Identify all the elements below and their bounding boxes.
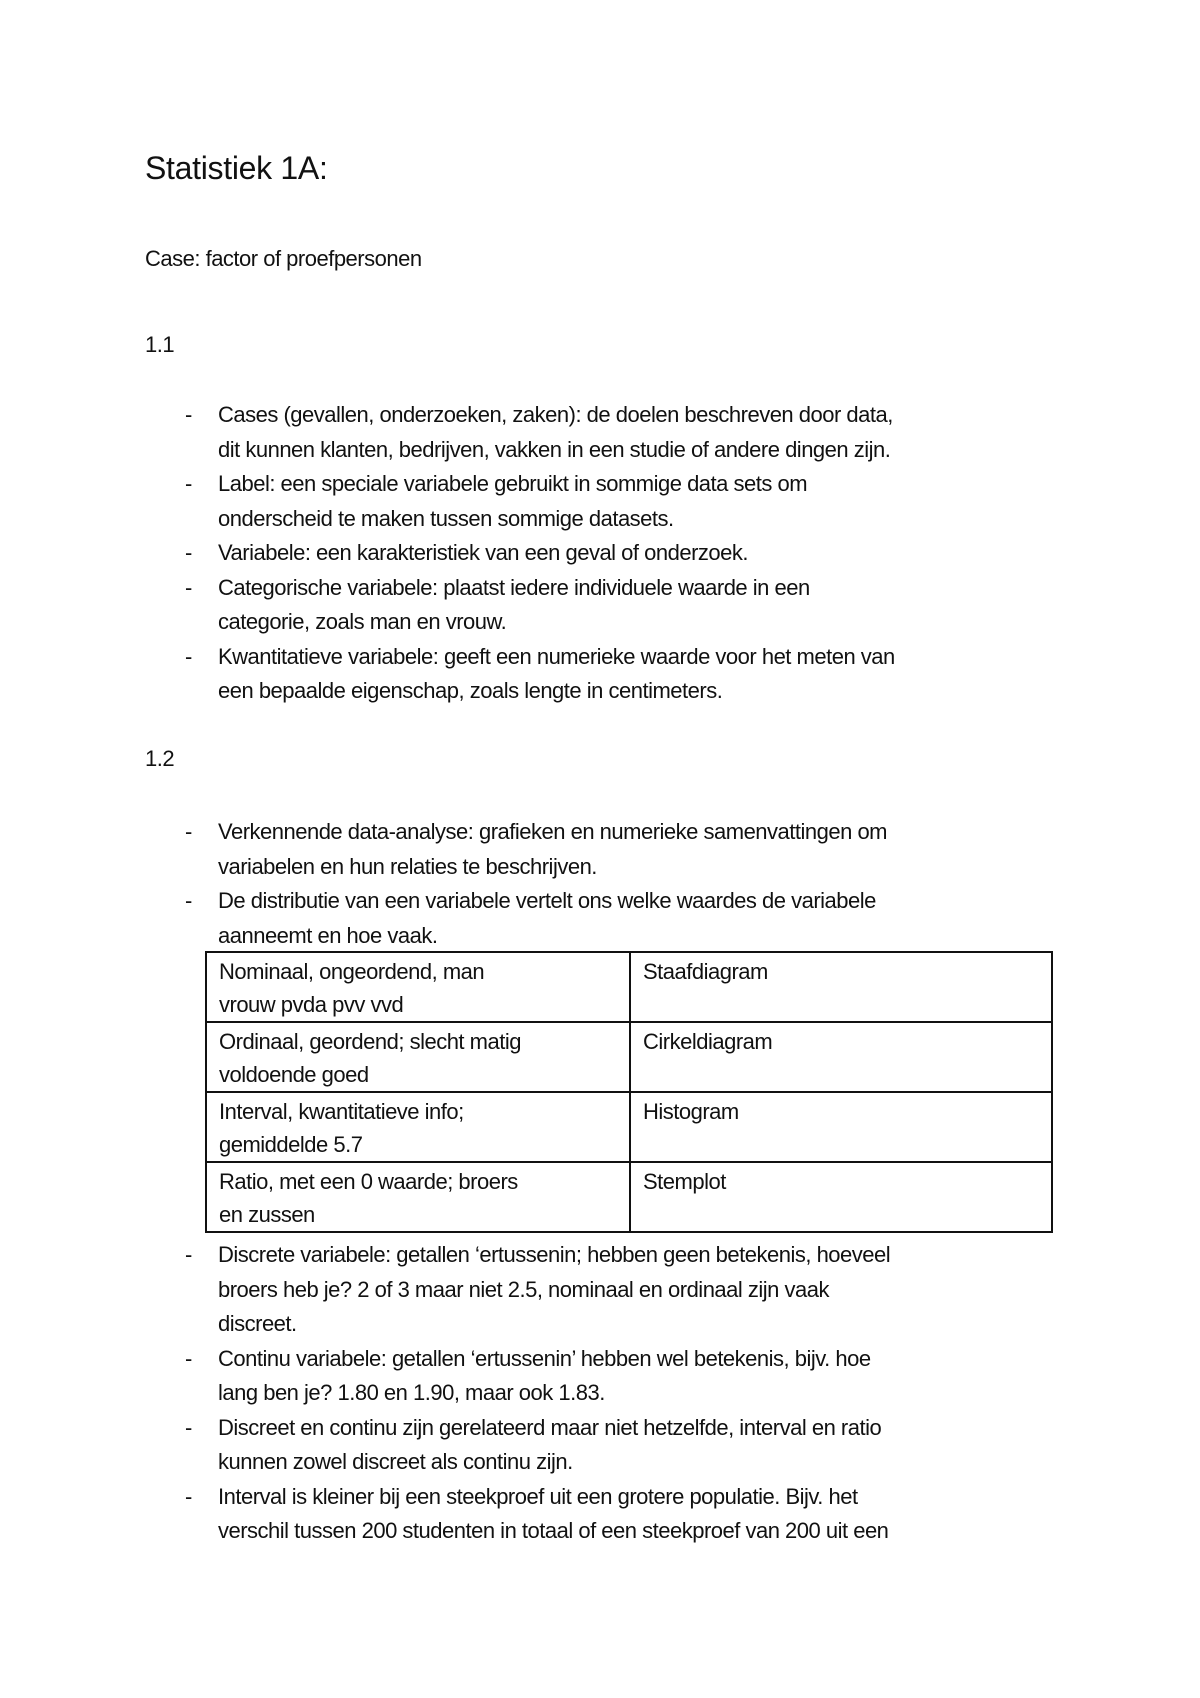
level-line: Ordinaal, geordend; slecht matig xyxy=(219,1029,521,1054)
section-heading-1-1: 1.1 xyxy=(145,332,175,357)
level-line: Interval, kwantitatieve info; xyxy=(219,1099,464,1124)
section-heading-1-2: 1.2 xyxy=(145,746,175,771)
bullet-line: Interval is kleiner bij een steekproef uit een grotere populatie. Bijv. het xyxy=(218,1483,858,1509)
level-line: Ratio, met een 0 waarde; broers xyxy=(219,1169,518,1194)
bullet-dash: - xyxy=(185,1345,192,1371)
bullet-line: Continu variabele: getallen ‘ertussenin’ hebben wel betekenis, bijv. hoe xyxy=(218,1345,871,1371)
bullet-dash: - xyxy=(185,1483,192,1509)
bullet-text xyxy=(218,1411,881,1480)
bullet-dash: - xyxy=(185,402,192,427)
level-cell xyxy=(206,952,630,1022)
bullet-line: De distributie van een variabele vertelt ons welke waardes de variabele xyxy=(218,888,876,913)
bullet-text xyxy=(218,1238,890,1342)
bullet-dash: - xyxy=(185,471,192,496)
bullet-text xyxy=(218,1480,888,1549)
bullet-line: Variabele: een karakteristiek van een geval of onderzoek. xyxy=(218,540,748,565)
level-line: en zussen xyxy=(219,1202,315,1227)
level-cell xyxy=(206,1022,630,1092)
bullet-text xyxy=(218,536,748,571)
level-line: voldoende goed xyxy=(219,1062,369,1087)
bullet-text xyxy=(218,571,810,640)
bullet-line: onderscheid te maken tussen sommige datasets. xyxy=(218,505,674,531)
chart-type-cell: Cirkeldiagram xyxy=(630,1022,1052,1092)
chart-type-cell: Staafdiagram xyxy=(630,952,1052,1022)
bullet-line: Discreet en continu zijn gerelateerd maar niet hetzelfde, interval en ratio xyxy=(218,1414,882,1440)
bullet-line: Kwantitatieve variabele: geeft een numerieke waarde voor het meten van xyxy=(218,643,895,669)
level-line: Nominaal, ongeordend, man xyxy=(219,959,485,984)
bullet-dash: - xyxy=(185,819,192,844)
chart-type-cell: Stemplot xyxy=(630,1162,1052,1232)
document-title: Statistiek 1A: xyxy=(145,150,328,186)
level-line: gemiddelde 5.7 xyxy=(219,1132,363,1157)
bullet-text xyxy=(218,398,893,467)
level-cell xyxy=(206,1162,630,1232)
bullet-line: categorie, zoals man en vrouw. xyxy=(218,609,507,634)
bullet-line: verschil tussen 200 studenten in totaal of een steekproef van 200 uit een xyxy=(218,1518,889,1543)
table-row xyxy=(206,1162,1052,1232)
bullet-dash: - xyxy=(185,574,192,600)
bullet-text xyxy=(218,884,876,953)
bullet-line: kunnen zowel discreet als continu zijn. xyxy=(218,1449,573,1474)
bullet-line: Categorische variabele: plaatst iedere individuele waarde in een xyxy=(218,574,810,600)
bullet-text xyxy=(218,1342,871,1411)
bullet-text xyxy=(218,640,895,709)
table-row xyxy=(206,1092,1052,1162)
bullet-dash: - xyxy=(185,643,192,669)
bullet-line: Verkennende data-analyse: grafieken en numerieke samenvattingen om xyxy=(218,819,888,844)
bullet-line: een bepaalde eigenschap, zoals lengte in centimeters. xyxy=(218,678,723,703)
measurement-levels-table xyxy=(205,951,1053,1233)
table-row xyxy=(206,1022,1052,1092)
bullet-dash: - xyxy=(185,888,192,913)
bullet-line: variabelen en hun relaties te beschrijven. xyxy=(218,853,597,879)
bullet-dash: - xyxy=(185,540,192,565)
bullet-text xyxy=(218,815,887,884)
bullet-line: discreet. xyxy=(218,1311,297,1336)
bullet-dash: - xyxy=(185,1242,192,1267)
level-cell xyxy=(206,1092,630,1162)
table-row xyxy=(206,952,1052,1022)
bullet-line: lang ben je? 1.80 en 1.90, maar ook 1.83. xyxy=(218,1380,605,1405)
case-line: Case: factor of proefpersonen xyxy=(145,246,422,271)
bullet-text xyxy=(218,467,807,536)
bullet-line: broers heb je? 2 of 3 maar niet 2.5, nominaal en ordinaal zijn vaak xyxy=(218,1276,829,1302)
bullet-dash: - xyxy=(185,1414,192,1440)
level-line: vrouw pvda pvv vvd xyxy=(219,992,404,1017)
chart-type-cell: Histogram xyxy=(630,1092,1052,1162)
bullet-line: aanneemt en hoe vaak. xyxy=(218,922,438,948)
bullet-line: Cases (gevallen, onderzoeken, zaken): de doelen beschreven door data, xyxy=(218,402,893,427)
bullet-line: dit kunnen klanten, bedrijven, vakken in een studie of andere dingen zijn. xyxy=(218,436,891,462)
bullet-line: Discrete variabele: getallen ‘ertussenin; hebben geen betekenis, hoeveel xyxy=(218,1242,891,1267)
bullet-line: Label: een speciale variabele gebruikt in sommige data sets om xyxy=(218,471,808,496)
